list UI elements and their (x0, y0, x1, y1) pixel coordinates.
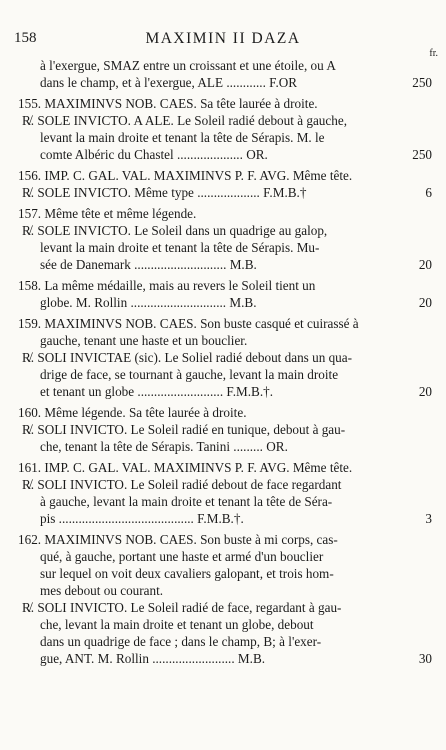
catalogue-line (0, 277, 446, 294)
line-text: à l'exergue, SMAZ entre un croissant et une étoile, ou A (40, 58, 336, 73)
line-text: pis ......................................... F.M.B.†. (40, 511, 244, 526)
catalogue-line (0, 548, 446, 565)
line-text: che, levant la main droite et tenant un globe, debout (40, 617, 314, 632)
catalogue-line (0, 146, 446, 163)
line-text: R̸. SOLI INVICTO. Le Soleil radié debout de face regardant (22, 477, 342, 492)
catalogue-line (0, 404, 446, 421)
line-text: R̸. SOLI INVICTO. Le Soleil radié en tunique, debout à gau- (22, 422, 346, 437)
line-text: 159. MAXIMINVS NOB. CAES. Son buste casqué et cuirassé à (18, 316, 359, 331)
catalogue-line (0, 129, 446, 146)
catalogue-line (0, 510, 446, 527)
line-text: R̸. SOLE INVICTO. A ALE. Le Soleil radié debout à gauche, (22, 113, 347, 128)
price-value: 6 (425, 185, 432, 200)
catalogue-line (0, 616, 446, 633)
catalogue-line (0, 476, 446, 493)
line-text: 156. IMP. C. GAL. VAL. MAXIMINVS P. F. AVG. Même tête. (18, 168, 353, 183)
line-text: levant la main droite et tenant la tête de Sérapis. Mu- (40, 240, 320, 255)
price-value: 250 (412, 147, 432, 162)
line-text: sur lequel on voit deux cavaliers galopant, et trois hom- (40, 566, 334, 581)
catalogue-line (0, 315, 446, 332)
line-text: 162. MAXIMINVS NOB. CAES. Son buste à mi corps, cas- (18, 532, 338, 547)
catalogue-line (0, 531, 446, 548)
line-text: levant la main droite et tenant la tête de Sérapis. M. le (40, 130, 325, 145)
catalogue-line (0, 493, 446, 510)
line-text: 158. La même médaille, mais au revers le Soleil tient un (18, 278, 316, 293)
catalogue-line (0, 366, 446, 383)
catalogue-line (0, 95, 446, 112)
page-header (0, 30, 446, 59)
price-column-label: fr. (429, 48, 438, 59)
line-text: 155. MAXIMINVS NOB. CAES. Sa tête laurée à droite. (18, 96, 318, 111)
line-text: et tenant un globe .......................... F.M.B.†. (40, 384, 274, 399)
line-text: à gauche, levant la main droite et tenant la tête de Séra- (40, 494, 333, 509)
price-value: 250 (412, 75, 432, 90)
catalogue-line (0, 383, 446, 400)
catalogue-line (0, 349, 446, 366)
price-value: 20 (418, 257, 432, 272)
catalogue-line (0, 294, 446, 311)
catalogue-line (0, 222, 446, 239)
catalogue-line (0, 167, 446, 184)
line-text: R̸. SOLE INVICTO. Même type ................... F.M.B.† (22, 185, 307, 200)
catalogue-line (0, 599, 446, 616)
catalogue-line (0, 205, 446, 222)
catalogue-entries (0, 57, 446, 667)
catalogue-line (0, 57, 446, 74)
line-text: mes debout ou courant. (40, 583, 164, 598)
line-text: comte Albéric du Chastel .................... OR. (40, 147, 268, 162)
catalogue-line (0, 239, 446, 256)
line-text: R̸. SOLE INVICTO. Le Soleil dans un quadrige au galop, (22, 223, 328, 238)
line-text: dans le champ, et à l'exergue, ALE ............ F.OR (40, 75, 298, 90)
line-text: R̸. SOLI INVICTAE (sic). Le Soliel radié debout dans un qua- (22, 350, 353, 365)
catalogue-line (0, 421, 446, 438)
line-text: dans un quadrige de face ; dans le champ, B; à l'exer- (40, 634, 322, 649)
page-number: 158 (14, 30, 37, 46)
line-text: che, tenant la tête de Sérapis. Tanini ......... OR. (40, 439, 288, 454)
line-text: globe. M. Rollin ............................. M.B. (40, 295, 257, 310)
line-text: sée de Danemark ............................ M.B. (40, 257, 257, 272)
line-text: qué, à gauche, portant une haste et armé d'un bouclier (40, 549, 324, 564)
line-text: 157. Même tête et même légende. (18, 206, 197, 221)
catalogue-line (0, 650, 446, 667)
catalogue-line (0, 74, 446, 91)
catalogue-line (0, 565, 446, 582)
line-text: 160. Même légende. Sa tête laurée à droite. (18, 405, 247, 420)
catalogue-line (0, 332, 446, 349)
line-text: drige de face, se tournant à gauche, levant la main droite (40, 367, 339, 382)
catalogue-line (0, 256, 446, 273)
price-value: 30 (418, 651, 432, 666)
running-head: MAXIMIN II DAZA (145, 30, 301, 47)
line-text: gauche, tenant une haste et un bouclier. (40, 333, 248, 348)
price-value: 20 (418, 295, 432, 310)
catalogue-line (0, 459, 446, 476)
line-text: R̸. SOLI INVICTO. Le Soleil radié de face, regardant à gau- (22, 600, 342, 615)
line-text: gue, ANT. M. Rollin ......................... M.B. (40, 651, 266, 666)
line-text: 161. IMP. C. GAL. VAL. MAXIMINVS P. F. AVG. Même tête. (18, 460, 353, 475)
catalogue-line (0, 582, 446, 599)
catalogue-line (0, 112, 446, 129)
catalogue-line (0, 633, 446, 650)
catalogue-line (0, 184, 446, 201)
price-value: 3 (425, 511, 432, 526)
catalogue-line (0, 438, 446, 455)
price-value: 20 (418, 384, 432, 399)
